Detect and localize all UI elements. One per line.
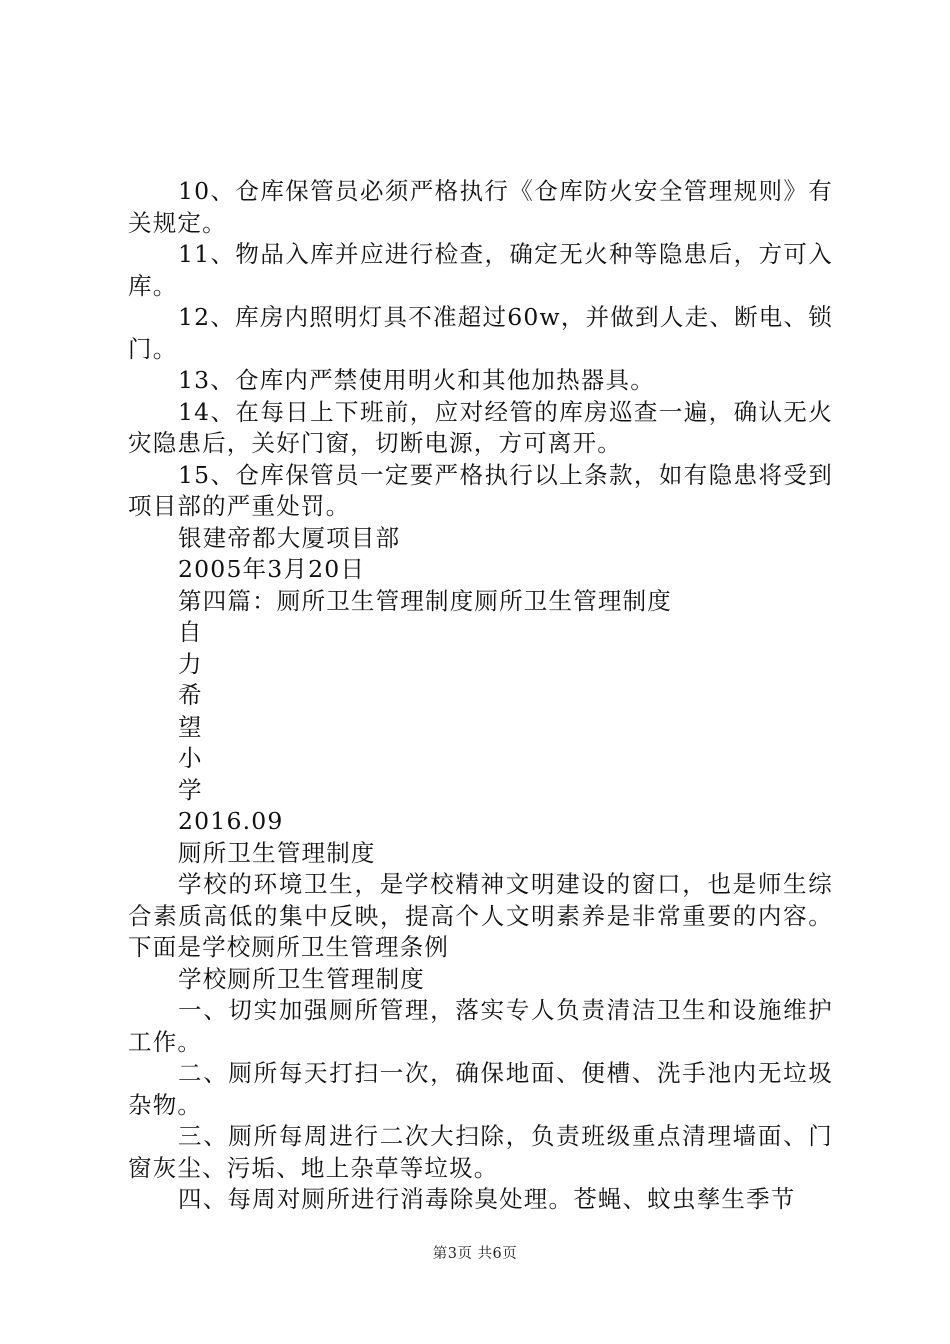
vertical-char: 自 <box>178 618 203 646</box>
vertical-char: 学 <box>178 775 203 804</box>
intro-paragraph: 学校的环境卫生，是学校精神文明建设的窗口，也是师生综合素质高低的集中反映，提高个人文明素养是非常重要的内容。下面是学校厕所卫生管理条例 <box>128 870 833 961</box>
section-title: 第四篇：厕所卫生管理制度厕所卫生管理制度 <box>178 586 672 615</box>
rule-paragraph-10: 10、仓库保管员必须严格执行《仓库防火安全管理规则》有关规定。 <box>128 177 833 237</box>
vertical-char: 希 <box>178 681 203 709</box>
toilet-rule-4: 四、每周对厕所进行消毒除臭处理。苍蝇、蚊虫孳生季节 <box>178 1185 796 1213</box>
toilet-rule-3: 三、厕所每周进行二次大扫除，负责班级重点清理墙面、门窗灰尘、污垢、地上杂草等垃圾。 <box>128 1122 833 1182</box>
vertical-char: 力 <box>178 649 203 678</box>
signature-date: 2005年3月20日 <box>178 555 366 583</box>
section-date: 2016.09 <box>178 807 284 835</box>
rule-paragraph-14: 14、在每日上下班前，应对经管的库房巡查一遍，确认无火灾隐患后，关好门窗，切断电源，方可离开。 <box>128 397 833 457</box>
document-title: 厕所卫生管理制度 <box>178 838 376 867</box>
rule-paragraph-15: 15、仓库保管员一定要严格执行以上条款，如有隐患将受到项目部的严重处罚。 <box>128 460 833 520</box>
toilet-rule-2: 二、厕所每天打扫一次，确保地面、便槽、洗手池内无垃圾杂物。 <box>128 1059 833 1119</box>
document-body <box>128 176 833 1216</box>
rule-paragraph-13: 13、仓库内严禁使用明火和其他加热器具。 <box>178 366 655 394</box>
signature-org: 银建帝都大厦项目部 <box>178 523 401 552</box>
toilet-rule-1: 一、切实加强厕所管理，落实专人负责清洁卫生和设施维护工作。 <box>128 996 833 1056</box>
rule-paragraph-11: 11、物品入库并应进行检查，确定无火种等隐患后，方可入库。 <box>128 240 833 300</box>
sub-title: 学校厕所卫生管理制度 <box>178 964 425 993</box>
vertical-char: 望 <box>178 712 203 741</box>
page-footer: 第3页 共6页 <box>432 1246 518 1262</box>
rule-paragraph-12: 12、库房内照明灯具不准超过60w，并做到人走、断电、锁门。 <box>128 303 833 363</box>
vertical-char: 小 <box>178 744 203 772</box>
